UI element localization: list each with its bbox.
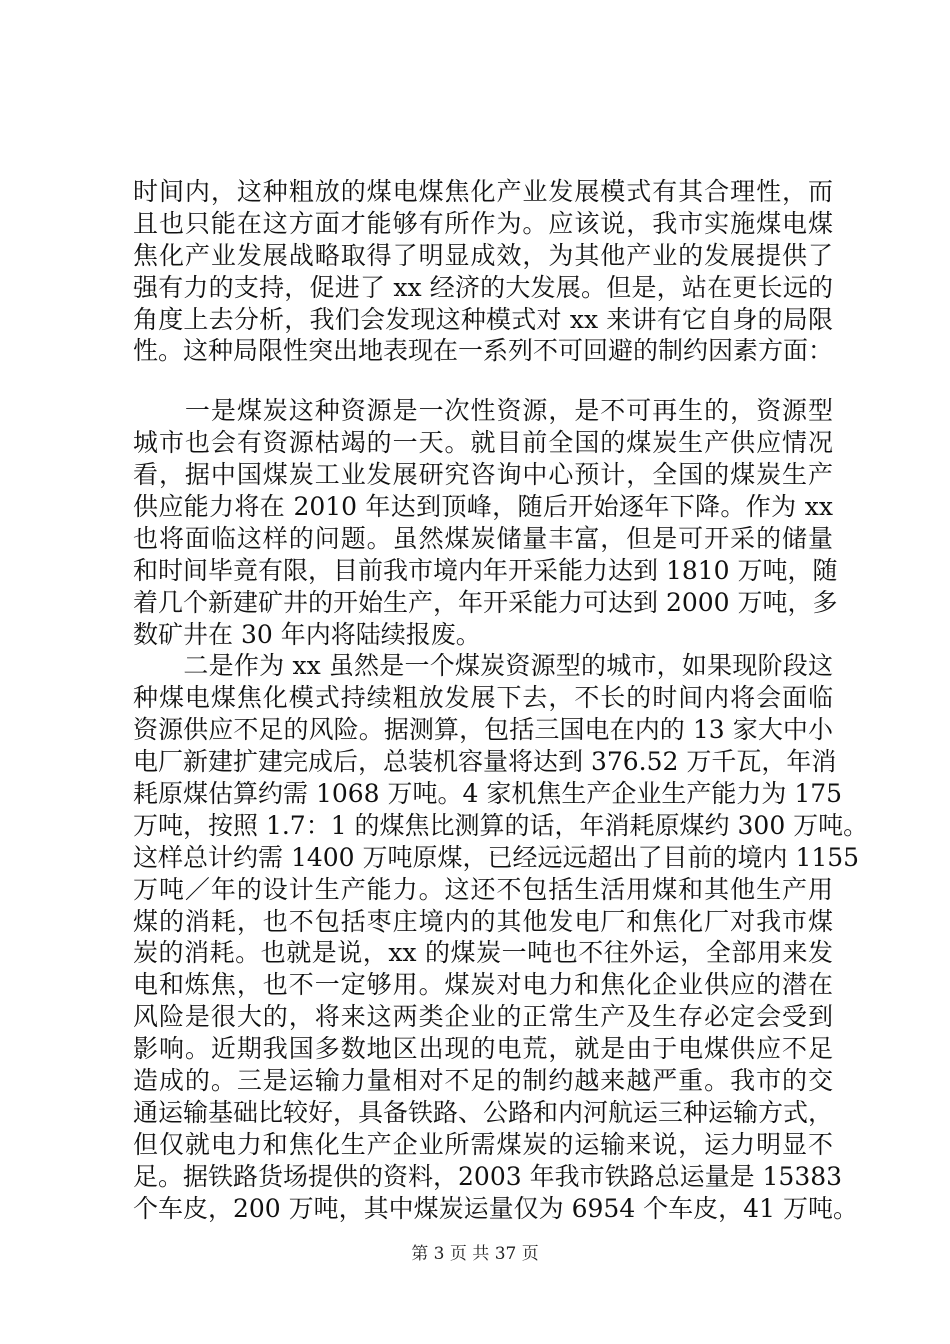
text-line: 且也只能在这方面才能够有所作为。应该说，我市实施煤电煤: [133, 208, 833, 238]
text-line: 看，据中国煤炭工业发展研究咨询中心预计，全国的煤炭生产: [133, 460, 833, 490]
page-footer: [0, 1239, 950, 1264]
text-line: 着几个新建矿井的开始生产，年开采能力可达到 2000 万吨，多: [133, 587, 838, 617]
text-line: 耗原煤估算约需 1068 万吨。4 家机焦生产企业生产能力为 175: [133, 779, 843, 809]
text-line: 煤的消耗，也不包括枣庄境内的其他发电厂和焦化厂对我市煤: [133, 906, 833, 936]
page-number: 第 3 页 共 37 页: [411, 1244, 539, 1264]
text-line: 资源供应不足的风险。据测算，包括三国电在内的 13 家大中小: [133, 715, 833, 745]
paragraph-3: [133, 650, 869, 1224]
text-line: 造成的。三是运输力量相对不足的制约越来越严重。我市的交: [133, 1066, 833, 1096]
text-line: 风险是很大的，将来这两类企业的正常生产及生存必定会受到: [133, 1002, 833, 1032]
text-line: 但仅就电力和焦化生产企业所需煤炭的运输来说，运力明显不: [133, 1129, 833, 1159]
body-text: [133, 176, 869, 1225]
text-line: 城市也会有资源枯竭的一天。就目前全国的煤炭生产供应情况: [133, 428, 833, 458]
text-line: 万吨／年的设计生产能力。这还不包括生活用煤和其他生产用: [133, 874, 833, 904]
text-line: 万吨，按照 1.7：1 的煤焦比测算的话，年消耗原煤约 300 万吨。: [133, 810, 869, 840]
text-line: 种煤电煤焦化模式持续粗放发展下去，不长的时间内将会面临: [133, 683, 833, 713]
text-line: 二是作为 xx 虽然是一个煤炭资源型的城市，如果现阶段这: [133, 651, 833, 681]
text-line: 影响。近期我国多数地区出现的电荒，就是由于电煤供应不足: [133, 1034, 833, 1064]
text-line: 炭的消耗。也就是说，xx 的煤炭一吨也不往外运，全部用来发: [133, 938, 833, 968]
text-line: 时间内，这种粗放的煤电煤焦化产业发展模式有其合理性，而: [133, 177, 833, 206]
text-line: 电厂新建扩建完成后，总装机容量将达到 376.52 万千瓦，年消: [133, 747, 837, 777]
text-line: 这样总计约需 1400 万吨原煤，已经远远超出了目前的境内 1155: [133, 842, 860, 872]
text-line: 通运输基础比较好，具备铁路、公路和内河航运三种运输方式，: [133, 1097, 834, 1127]
paragraph-1: [133, 176, 833, 367]
text-line: 数矿井在 30 年内将陆续报废。: [133, 619, 481, 649]
text-line: 个车皮，200 万吨，其中煤炭运量仅为 6954 个车皮，41 万吨。: [133, 1193, 858, 1223]
text-line: 角度上去分析，我们会发现这种模式对 xx 来讲有它自身的局限: [133, 304, 833, 334]
text-line: 也将面临这样的问题。虽然煤炭储量丰富，但是可开采的储量: [133, 523, 833, 553]
text-line: 性。这种局限性突出地表现在一系列不可回避的制约因素方面：: [133, 336, 834, 366]
text-line: 焦化产业发展战略取得了明显成效，为其他产业的发展提供了: [133, 240, 833, 270]
text-line: 强有力的支持，促进了 xx 经济的大发展。但是，站在更长远的: [133, 272, 833, 302]
text-line: 和时间毕竟有限，目前我市境内年开采能力达到 1810 万吨，随: [133, 555, 838, 585]
paragraph-2: [133, 395, 838, 650]
text-line: 供应能力将在 2010 年达到顶峰，随后开始逐年下降。作为 xx: [133, 492, 833, 522]
text-line: 电和炼焦，也不一定够用。煤炭对电力和焦化企业供应的潜在: [133, 970, 833, 1000]
text-line: 一是煤炭这种资源是一次性资源，是不可再生的，资源型: [133, 396, 833, 426]
text-line: 足。据铁路货场提供的资料，2003 年我市铁路总运量是 15383: [133, 1161, 843, 1191]
paragraph-gap: [133, 367, 833, 395]
